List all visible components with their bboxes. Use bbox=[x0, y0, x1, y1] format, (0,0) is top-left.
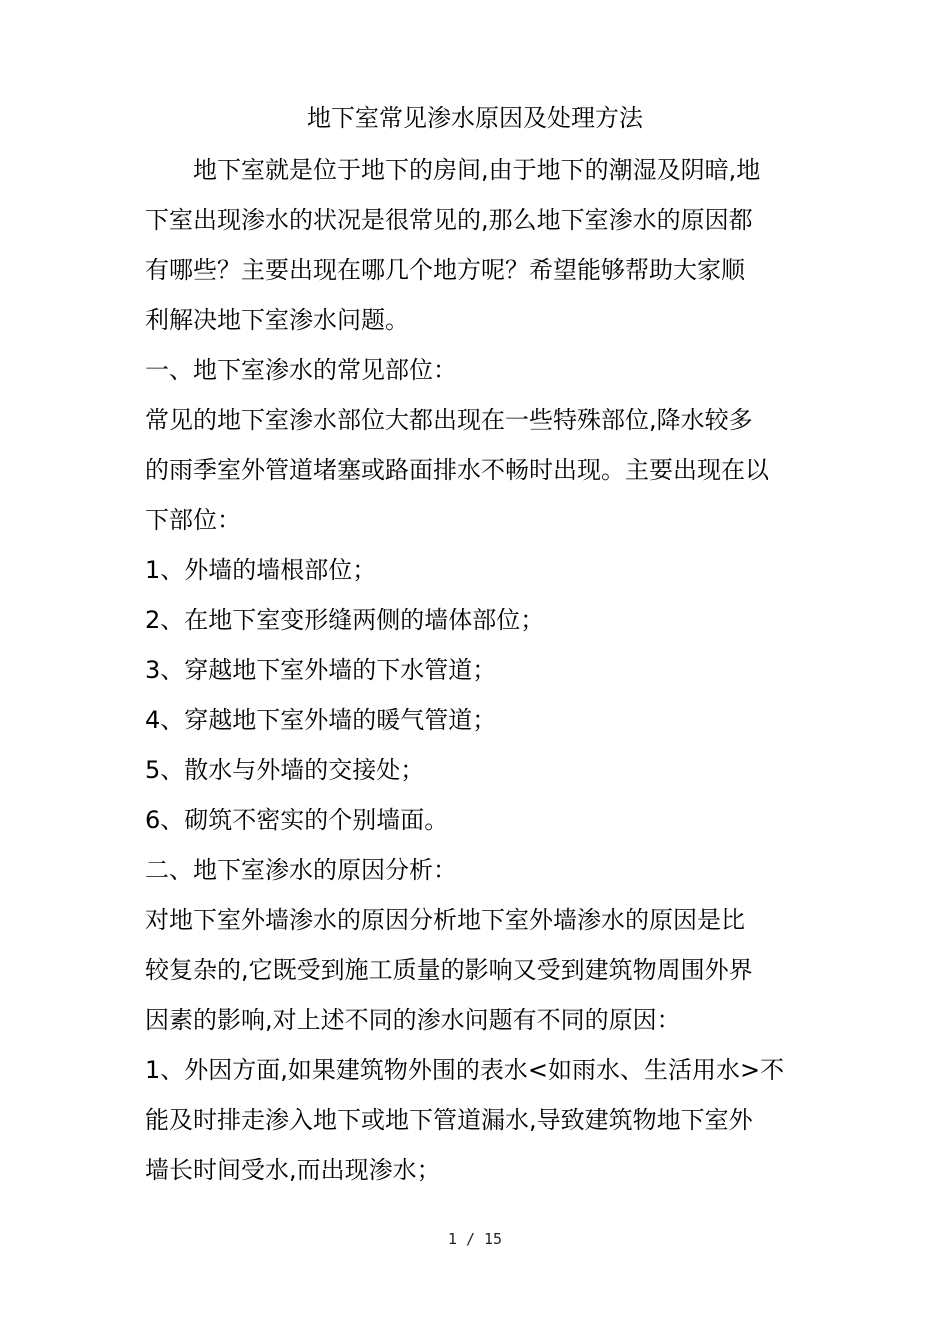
text-line: 有哪些？主要出现在哪几个地方呢？希望能够帮助大家顺 bbox=[145, 256, 745, 284]
text-line: 地下室就是位于地下的房间,由于地下的潮湿及阴暗,地 bbox=[145, 156, 761, 184]
text-line: 因素的影响,对上述不同的渗水问题有不同的原因： bbox=[145, 1006, 681, 1034]
section-heading: 一、地下室渗水的常见部位： bbox=[145, 356, 457, 384]
text-line: 下部位： bbox=[145, 506, 241, 534]
text-line: 能及时排走渗入地下或地下管道漏水,导致建筑物地下室外 bbox=[145, 1106, 753, 1134]
text-line: 常见的地下室渗水部位大都出现在一些特殊部位,降水较多 bbox=[145, 406, 753, 434]
section-heading: 二、地下室渗水的原因分析： bbox=[145, 856, 457, 884]
list-item: 4、穿越地下室外墙的暖气管道； bbox=[145, 706, 497, 734]
text-line: 利解决地下室渗水问题。 bbox=[145, 306, 409, 334]
list-item: 6、砌筑不密实的个别墙面。 bbox=[145, 806, 449, 834]
list-item: 2、在地下室变形缝两侧的墙体部位； bbox=[145, 606, 545, 634]
list-item: 1、外墙的墙根部位； bbox=[145, 556, 377, 584]
list-item: 5、散水与外墙的交接处； bbox=[145, 756, 425, 784]
text-line: 较复杂的,它既受到施工质量的影响又受到建筑物周围外界 bbox=[145, 956, 753, 984]
page-number: 1 / 15 bbox=[447, 1230, 503, 1248]
list-item: 1、外因方面,如果建筑物外围的表水<如雨水、生活用水>不 bbox=[145, 1056, 785, 1084]
document-title: 地下室常见渗水原因及处理方法 bbox=[307, 104, 643, 132]
text-line: 对地下室外墙渗水的原因分析地下室外墙渗水的原因是比 bbox=[145, 906, 745, 934]
text-line: 的雨季室外管道堵塞或路面排水不畅时出现。主要出现在以 bbox=[145, 456, 769, 484]
text-line: 下室出现渗水的状况是很常见的,那么地下室渗水的原因都 bbox=[145, 206, 753, 234]
document-body bbox=[145, 145, 810, 1195]
text-line: 墙长时间受水,而出现渗水； bbox=[145, 1156, 441, 1184]
list-item: 3、穿越地下室外墙的下水管道； bbox=[145, 656, 497, 684]
